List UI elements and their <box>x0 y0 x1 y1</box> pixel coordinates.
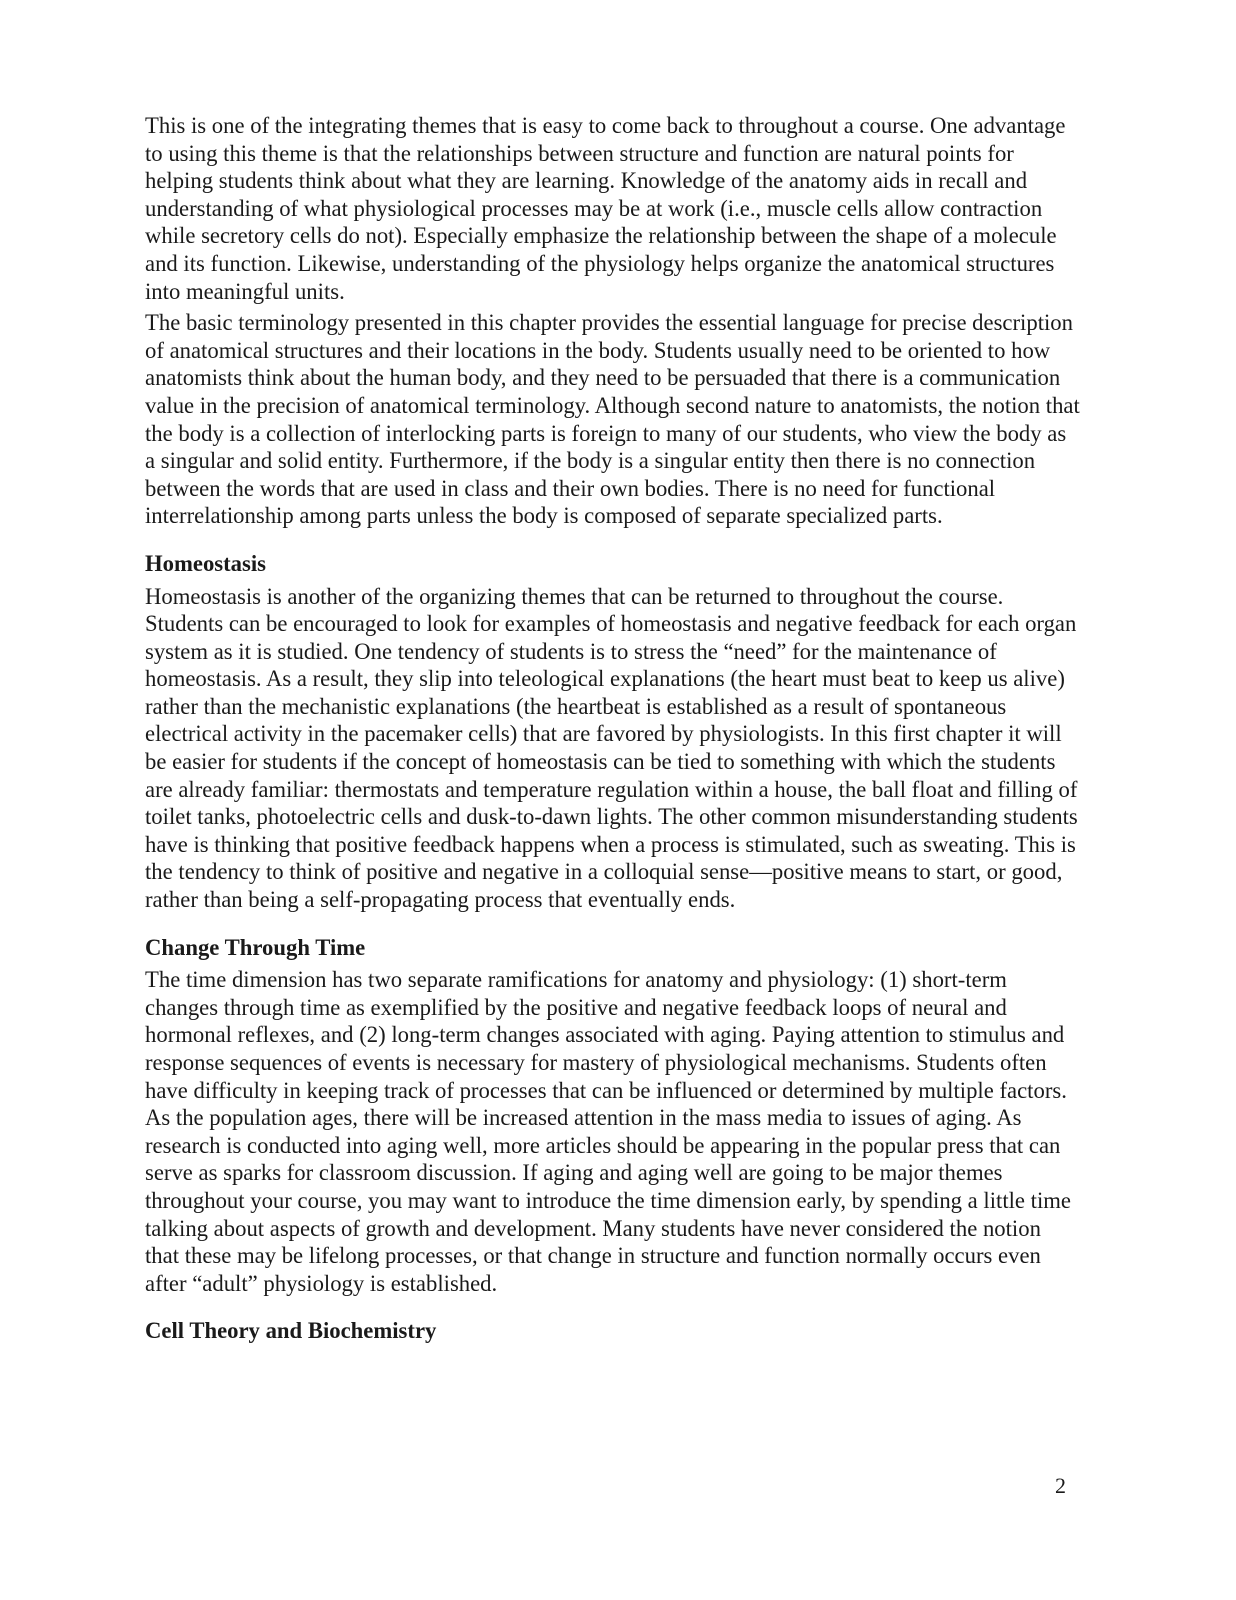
page-number: 2 <box>1055 1473 1066 1498</box>
intro-paragraph-2: The basic terminology presented in this chapter provides the essential language for precise description of anatomical structures and their locations in the body. Students usually need to be oriented to how anatomists think about the human body, and they need to be persuaded that there is a communication value in the precision of anatomical terminology. Although second nature to anatomists, the notion that the body is a collection of interlocking parts is foreign to many of our students, who view the body as a singular and solid entity. Furthermore, if the body is a singular entity then there is no connection between the words that are used in class and their own bodies. There is no need for functional interrelationship among parts unless the body is composed of separate specialized parts. <box>145 310 1080 529</box>
intro-paragraph-1: This is one of the integrating themes that is easy to come back to throughout a course. One advantage to using this theme is that the relationships between structure and function are natural points for helping students think about what they are learning. Knowledge of the anatomy aids in recall and understanding of what physiological processes may be at work (i.e., muscle cells allow contraction while secretory cells do not). Especially emphasize the relationship between the shape of a molecule and its function. Likewise, understanding of the physiology helps organize the anatomical structures into meaningful units. <box>145 113 1066 304</box>
section-heading-change-through-time: Change Through Time <box>145 934 366 960</box>
section-body-change-through-time: The time dimension has two separate ramifications for anatomy and physiology: (1) short-term changes through time as exemplified by the positive and negative feedback loops of neural and hormonal reflexes, and (2) long-term changes associated with aging. Paying attention to stimulus and response sequences of events is necessary for mastery of physiological mechanisms. Students often have difficulty in keeping track of processes that can be influenced or determined by multiple factors. As the population ages, there will be increased attention in the mass media to issues of aging. As research is conducted into aging well, more articles should be appearing in the popular press that can serve as sparks for classroom discussion. If aging and aging well are going to be major themes throughout your course, you may want to introduce the time dimension early, by spending a little time talking about aspects of growth and development. Many students have never considered the notion that these may be lifelong processes, or that change in structure and function normally occurs even after “adult” physiology is established. <box>145 967 1071 1296</box>
section-heading-homeostasis: Homeostasis <box>145 550 266 576</box>
section-body-homeostasis: Homeostasis is another of the organizing themes that can be returned to throughout the course. Students can be encouraged to look for examples of homeostasis and negative feedback for each organ system as it is studied. One tendency of students is to stress the “need” for the maintenance of homeostasis. As a result, they slip into teleological explanations (the heart must beat to keep us alive) rather than the mechanistic explanations (the heartbeat is established as a result of spontaneous electrical activity in the pacemaker cells) that are favored by physiologists. In this first chapter it will be easier for students if the concept of homeostasis can be tied to something with which the students are already familiar: thermostats and temperature regulation within a house, the ball float and filling of toilet tanks, photoelectric cells and dusk-to-dawn lights. The other common misunderstanding students have is thinking that positive feedback happens when a process is stimulated, such as sweating. This is the tendency to think of positive and negative in a colloquial sense—positive means to start, or good, rather than being a self-propagating process that eventually ends. <box>145 583 1078 913</box>
section-heading-cell-theory: Cell Theory and Biochemistry <box>145 1318 437 1344</box>
page-content <box>145 112 1080 1345</box>
